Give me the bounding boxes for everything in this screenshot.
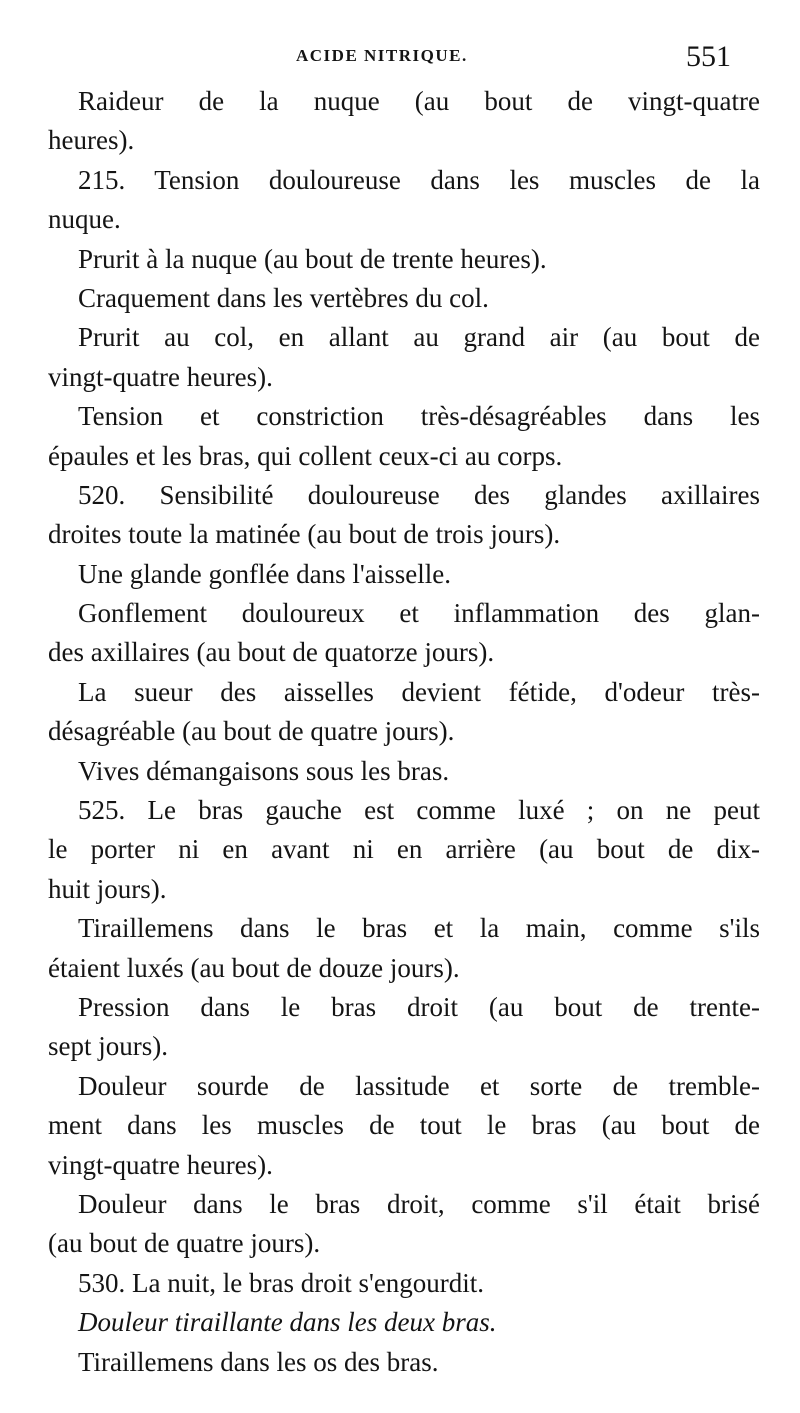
page-body — [48, 82, 760, 1382]
text-line: Prurit à la nuque (au bout de trente heures). — [78, 243, 547, 274]
text-line: des axillaires (au bout de quatorze jours). — [48, 637, 495, 668]
text-line: désagréable (au bout de quatre jours). — [48, 716, 455, 747]
text-line: épaules et les bras, qui collent ceux-ci au corps. — [48, 440, 563, 471]
text-line: Tension et constriction très-désagréables dans les — [78, 401, 760, 432]
text-line: La sueur des aisselles devient fétide, d'odeur très- — [78, 676, 760, 707]
page-header — [0, 40, 800, 80]
text-line: Tiraillemens dans les os des bras. — [78, 1346, 439, 1377]
text-line: Vives démangaisons sous les bras. — [78, 755, 450, 786]
text-line: 520. Sensibilité douloureuse des glandes axillaires — [78, 479, 760, 510]
text-line: (au bout de quatre jours). — [48, 1228, 321, 1259]
text-line: Tiraillemens dans le bras et la main, comme s'ils — [78, 913, 760, 944]
text-line: Douleur dans le bras droit, comme s'il était brisé — [78, 1188, 760, 1219]
text-line: Une glande gonflée dans l'aisselle. — [78, 558, 451, 589]
text-line: vingt-quatre heures). — [48, 1149, 273, 1180]
text-line: vingt-quatre heures). — [48, 361, 273, 392]
text-line: Prurit au col, en allant au grand air (au bout de — [78, 322, 760, 353]
text-line: Gonflement douloureux et inflammation des glan- — [78, 598, 760, 629]
text-line-italic: Douleur tiraillante dans les deux bras. — [78, 1307, 497, 1338]
text-line: droites toute la matinée (au bout de trois jours). — [48, 519, 561, 550]
page-number: 551 — [686, 40, 731, 73]
text-line: Craquement dans les vertèbres du col. — [78, 282, 489, 313]
text-line: huit jours). — [48, 873, 167, 904]
text-line: ment dans les muscles de tout le bras (au bout de — [48, 1110, 760, 1141]
text-line: 530. La nuit, le bras droit s'engourdit. — [78, 1267, 485, 1298]
text-line: 525. Le bras gauche est comme luxé ; on ne peut — [78, 795, 760, 826]
running-head: ACIDE NITRIQUE. — [296, 46, 468, 65]
text-line: sept jours). — [48, 1031, 168, 1062]
text-line: 215. Tension douloureuse dans les muscles de la — [78, 164, 760, 195]
text-line: Douleur sourde de lassitude et sorte de tremble- — [78, 1070, 760, 1101]
text-line: Raideur de la nuque (au bout de vingt-quatre — [78, 86, 760, 116]
text-line: nuque. — [48, 204, 121, 235]
text-line: étaient luxés (au bout de douze jours). — [48, 952, 460, 983]
text-line: le porter ni en avant ni en arrière (au bout de dix- — [48, 834, 760, 865]
text-line: Pression dans le bras droit (au bout de trente- — [78, 991, 760, 1022]
text-line: heures). — [48, 125, 135, 156]
